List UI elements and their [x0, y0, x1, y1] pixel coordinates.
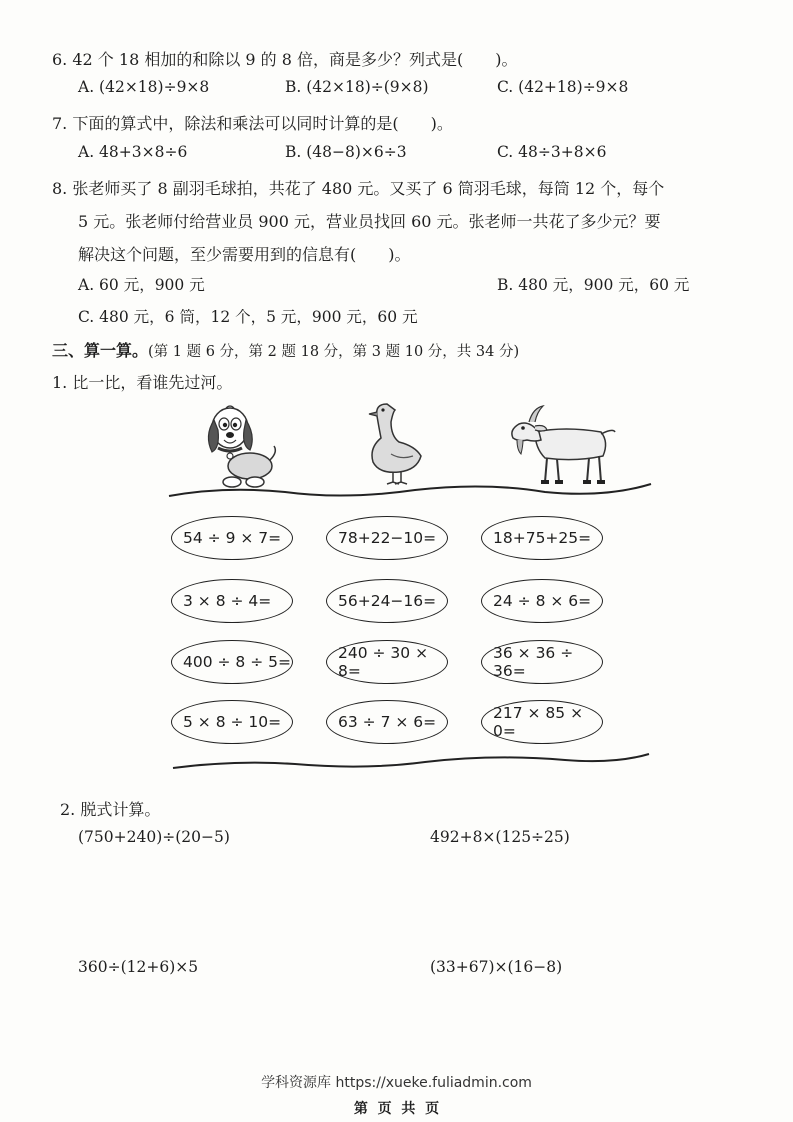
river-bank-bottom: [165, 750, 655, 774]
question-6-option-c[interactable]: C. (42+18)÷9×8: [497, 78, 629, 96]
question-6-option-a[interactable]: A. (42×18)÷9×8: [78, 78, 210, 96]
part-1-title: 1. 比一比，看谁先过河。: [52, 373, 233, 392]
question-6-stem: 6. 42 个 18 相加的和除以 9 的 8 倍，商是多少？列式是( )。: [52, 50, 518, 69]
page-number: 第 页 共 页: [353, 1101, 440, 1117]
goose-icon: [365, 398, 425, 488]
stone-r1-c3[interactable]: 18+75+25=: [481, 516, 603, 560]
question-6-option-b[interactable]: B. (42×18)÷(9×8): [285, 78, 429, 96]
stone-r2-c2[interactable]: 56+24−16=: [326, 579, 448, 623]
stone-r2-c3[interactable]: 24 ÷ 8 × 6=: [481, 579, 603, 623]
section-3-title: 三、算一算。: [52, 341, 149, 360]
footer-source: 学科资源库 https://xueke.fuliadmin.com: [261, 1075, 532, 1091]
part-2-title: 2. 脱式计算。: [60, 800, 161, 819]
stone-r3-c1[interactable]: 400 ÷ 8 ÷ 5=: [171, 640, 293, 684]
stone-r4-c2[interactable]: 63 ÷ 7 × 6=: [326, 700, 448, 744]
stone-r3-c3[interactable]: 36 × 36 ÷ 36=: [481, 640, 603, 684]
question-8-option-b[interactable]: B. 480 元，900 元，60 元: [497, 276, 690, 294]
question-7-stem: 7. 下面的算式中，除法和乘法可以同时计算的是( )。: [52, 114, 453, 133]
calc-item-1: (750+240)÷(20−5): [78, 828, 230, 846]
stone-r1-c1[interactable]: 54 ÷ 9 × 7=: [171, 516, 293, 560]
question-7-option-a[interactable]: A. 48+3×8÷6: [78, 143, 188, 161]
stone-r1-c2[interactable]: 78+22−10=: [326, 516, 448, 560]
question-8-stem-line-1: 8. 张老师买了 8 副羽毛球拍，共花了 480 元。又买了 6 筒羽毛球，每筒 12 个，每个: [52, 179, 665, 198]
stone-r4-c3[interactable]: 217 × 85 × 0=: [481, 700, 603, 744]
calc-item-3: 360÷(12+6)×5: [78, 958, 199, 976]
dog-icon: [200, 400, 282, 490]
calc-item-4: (33+67)×(16−8): [430, 958, 563, 976]
question-7-option-b[interactable]: B. (48−8)×6÷3: [285, 143, 407, 161]
section-3-header: [52, 338, 519, 361]
question-8-option-a[interactable]: A. 60 元，900 元: [78, 276, 205, 294]
calc-item-2: 492+8×(125÷25): [430, 828, 570, 846]
question-7-option-c[interactable]: C. 48÷3+8×6: [497, 143, 607, 161]
stone-r3-c2[interactable]: 240 ÷ 30 × 8=: [326, 640, 448, 684]
stone-r2-c1[interactable]: 3 × 8 ÷ 4=: [171, 579, 293, 623]
stone-r4-c1[interactable]: 5 × 8 ÷ 10=: [171, 700, 293, 744]
question-8-option-c[interactable]: C. 480 元，6 筒，12 个，5 元，900 元，60 元: [78, 308, 418, 326]
river-bank-top: [165, 478, 655, 502]
question-8-stem-line-3: 解决这个问题，至少需要用到的信息有( )。: [78, 245, 411, 264]
question-8-stem-line-2: 5 元。张老师付给营业员 900 元，营业员找回 60 元。张老师一共花了多少元？要: [78, 212, 661, 231]
section-3-scoring: (第 1 题 6 分，第 2 题 18 分，第 3 题 10 分，共 34 分): [148, 344, 520, 360]
